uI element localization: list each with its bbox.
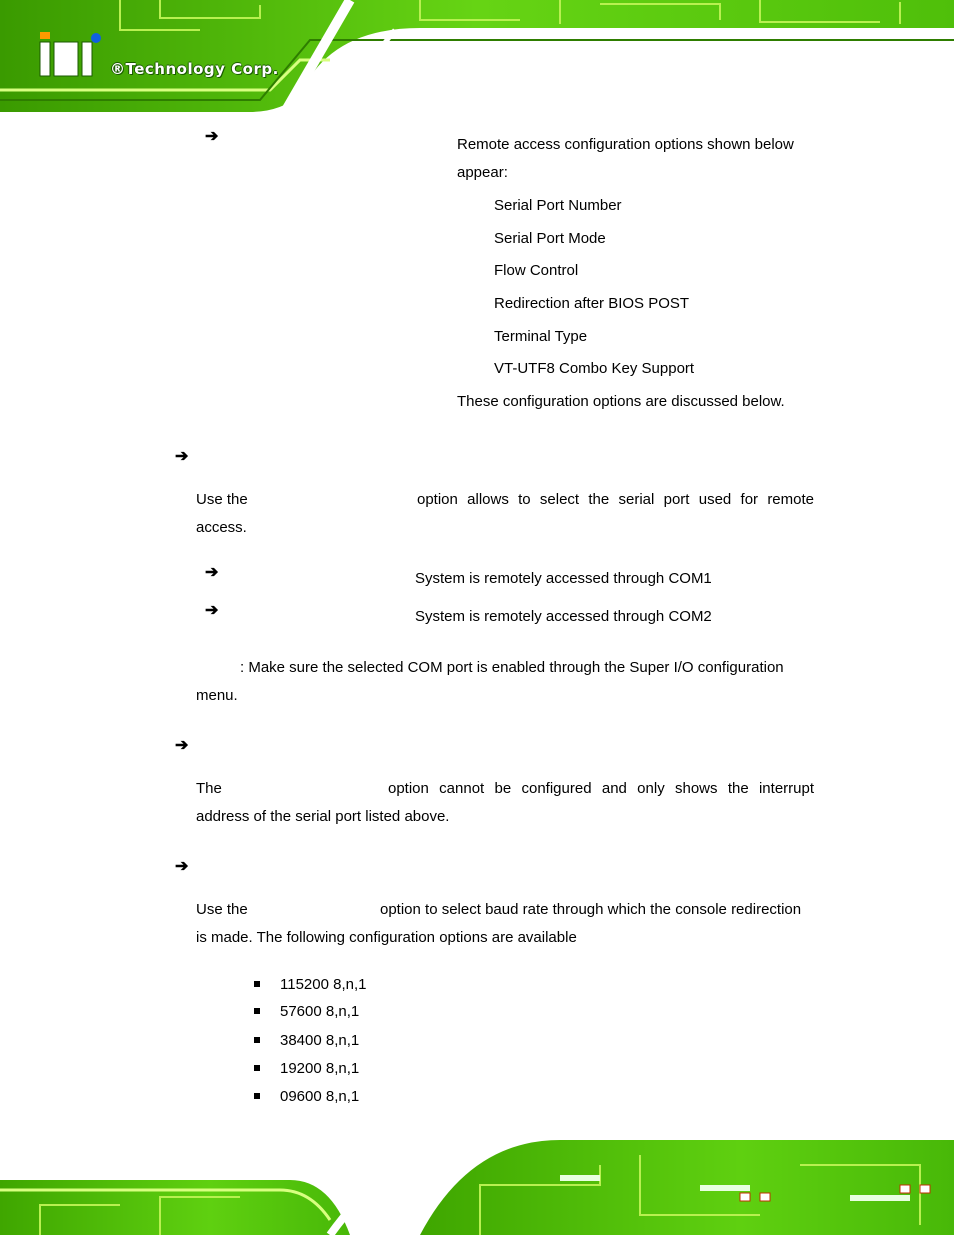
arrow-icon: ➔ xyxy=(175,737,189,754)
serial-mode-desc-end: option to select baud rate through which the console redirection xyxy=(380,901,802,918)
access-item: Serial Port Mode xyxy=(494,230,606,247)
company-tagline: ®Technology Corp. xyxy=(110,60,279,78)
baud-rate-item: 19200 8,n,1 xyxy=(280,1060,360,1077)
arrow-icon: ➔ xyxy=(205,128,219,145)
pcb-footer-graphic xyxy=(0,1125,954,1235)
com1-option-desc: System is remotely accessed through COM1 xyxy=(415,570,712,587)
com2-option-desc: System is remotely accessed through COM2 xyxy=(415,608,712,625)
bullet-icon xyxy=(254,1008,260,1014)
access-closing: These configuration options are discussed below. xyxy=(457,393,785,410)
serial-port-desc-line2: access. xyxy=(196,519,247,536)
bullet-icon xyxy=(254,1093,260,1099)
baud-rate-item: 38400 8,n,1 xyxy=(280,1032,360,1049)
serial-mode-desc-start: Use the xyxy=(196,901,248,918)
access-line-2: appear: xyxy=(457,164,508,181)
access-item: Redirection after BIOS POST xyxy=(494,295,690,312)
pcb-header-graphic xyxy=(0,0,954,112)
base-address-desc-end: option cannot be configured and only shows the interrupt xyxy=(388,780,814,797)
base-address-desc-line2: address of the serial port listed above. xyxy=(196,808,450,825)
note-text-line2: menu. xyxy=(196,687,238,704)
bullet-icon xyxy=(254,1037,260,1043)
baud-rate-item: 09600 8,n,1 xyxy=(280,1088,360,1105)
access-item: VT-UTF8 Combo Key Support xyxy=(494,360,695,377)
serial-port-desc-end: option allows to select the serial port used for remote xyxy=(417,491,814,508)
serial-port-desc-start: Use the xyxy=(196,491,248,508)
bullet-icon xyxy=(254,981,260,987)
note-text: : Make sure the selected COM port is enabled through the Super I/O configuration xyxy=(240,659,784,676)
access-item: Serial Port Number xyxy=(494,197,622,214)
page-footer xyxy=(0,1125,954,1235)
baud-rate-item: 57600 8,n,1 xyxy=(280,1003,360,1020)
arrow-icon: ➔ xyxy=(175,448,189,465)
arrow-icon: ➔ xyxy=(175,858,189,875)
base-address-desc-start: The xyxy=(196,780,222,797)
arrow-icon: ➔ xyxy=(205,564,219,581)
access-item: Terminal Type xyxy=(494,328,588,345)
baud-rate-item: 115200 8,n,1 xyxy=(280,976,367,993)
access-line-1: Remote access configuration options shown below xyxy=(457,136,794,153)
serial-mode-desc-line2: is made. The following configuration options are available xyxy=(196,929,577,946)
arrow-icon: ➔ xyxy=(205,602,219,619)
access-item: Flow Control xyxy=(494,262,579,279)
bullet-icon xyxy=(254,1065,260,1071)
page-header xyxy=(0,0,954,112)
